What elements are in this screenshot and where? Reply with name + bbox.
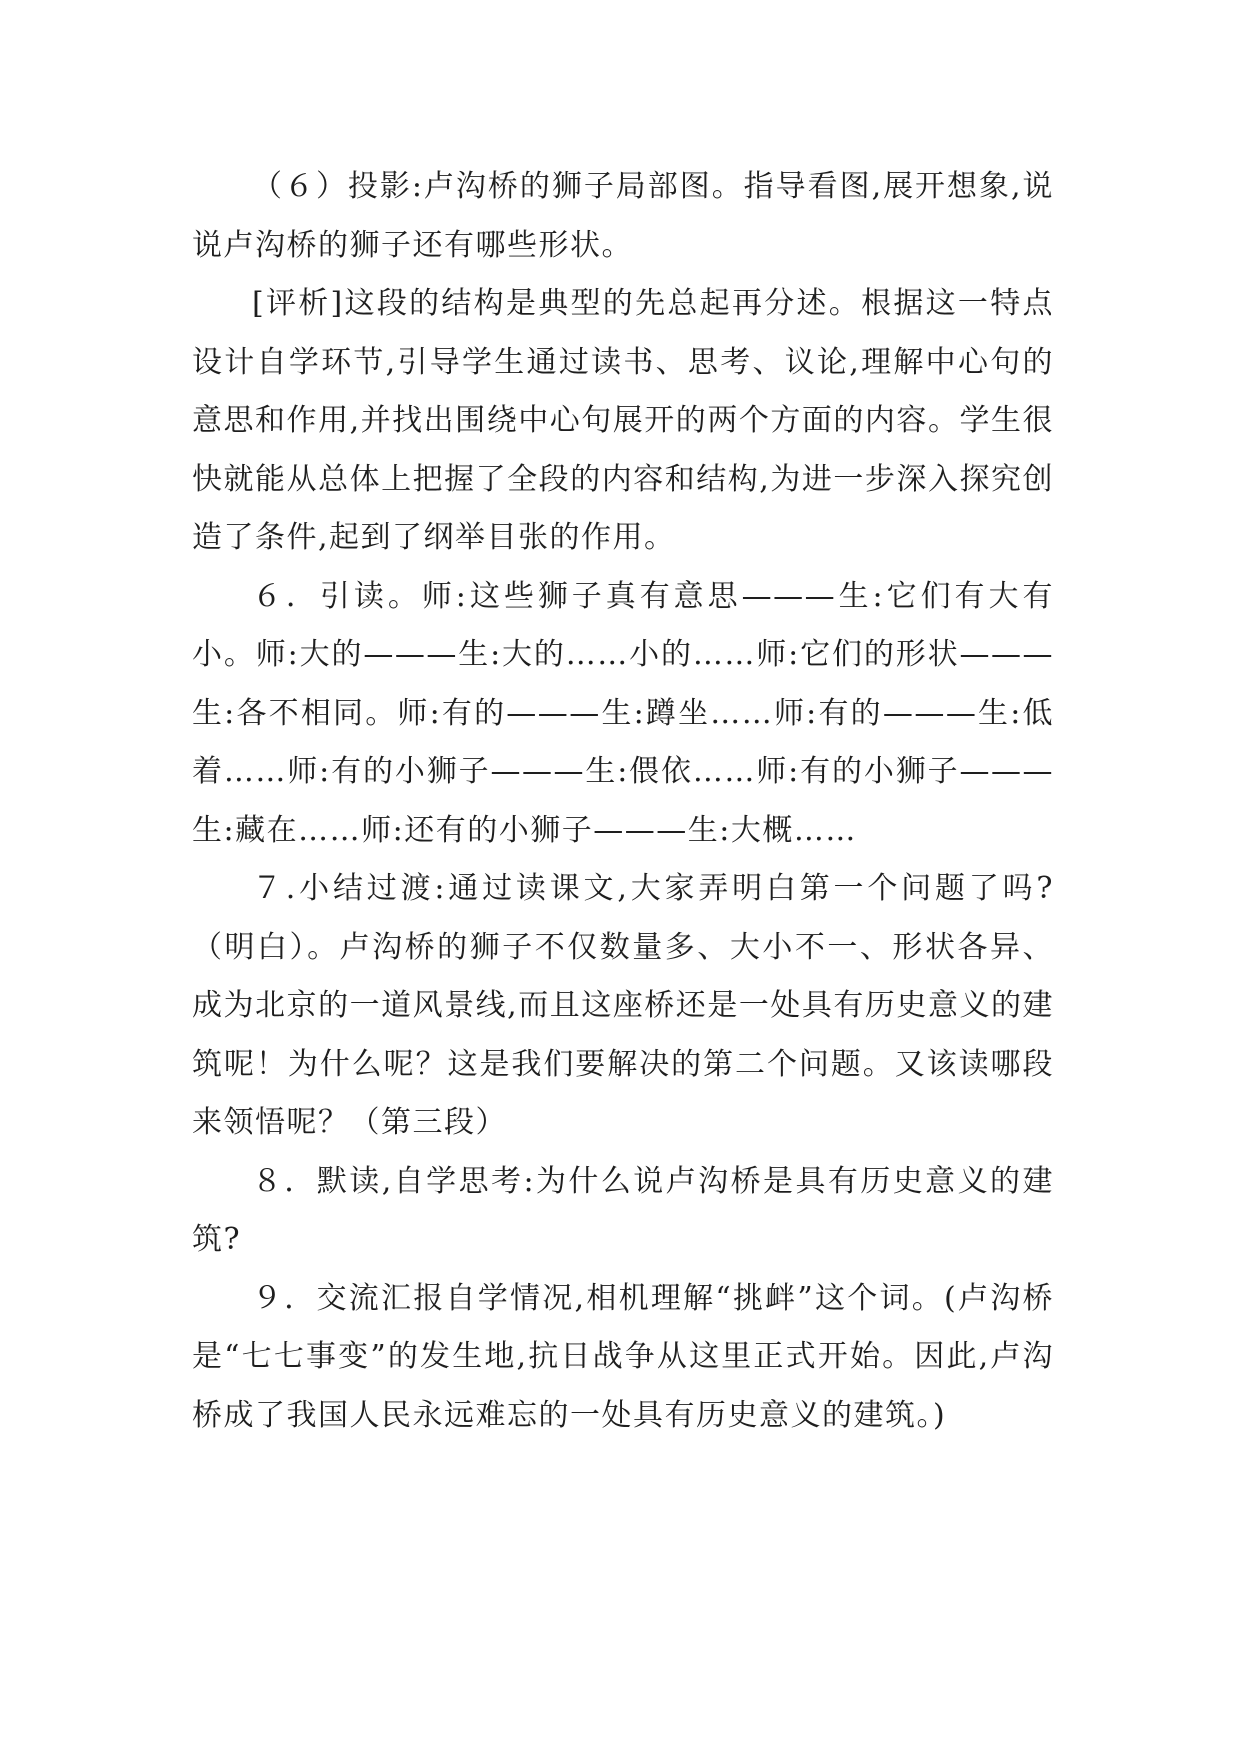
paragraph-summary-transition: ７.小结过渡:通过读课文,大家弄明白第一个问题了吗?（明白）。卢沟桥的狮子不仅数量多、大小不一、形状各异、成为北京的一道风景线,而且这座桥还是一处具有历史意义的建筑呢！为什么呢？这是我们要解决的第二个问题。又该读哪段来领悟呢？（第三段） [192, 871, 1054, 1140]
paragraph-guided-reading: ６．引读。师:这些狮子真有意思———生:它们有大有小。师:大的———生:大的……小的……师:它们的形状———生:各不相同。师:有的———生:蹲坐……师:有的———生:低着……师:有的小狮子———生:偎依……师:有的小狮子———生:藏在……师:还有的小狮子———生:大概…… [192, 578, 1054, 848]
paragraph-report: ９．交流汇报自学情况,相机理解“挑衅”这个词。(卢沟桥是“七七事变”的发生地,抗日战争从这里正式开始。因此,卢沟桥成了我国人民永远难忘的一处具有历史意义的建筑。) [192, 1280, 1054, 1433]
paragraph-silent-reading: ８．默读,自学思考:为什么说卢沟桥是具有历史意义的建筑? [192, 1163, 1054, 1257]
paragraph-commentary: [评析]这段的结构是典型的先总起再分述。根据这一特点设计自学环节,引导学生通过读书、思考、议论,理解中心句的意思和作用,并找出围绕中心句展开的两个方面的内容。学生很快就能从总体上把握了全段的内容和结构,为进一步深入探究创造了条件,起到了纲举目张的作用。 [192, 286, 1054, 555]
paragraph-projection: （６）投影:卢沟桥的狮子局部图。指导看图,展开想象,说说卢沟桥的狮子还有哪些形状。 [192, 169, 1054, 263]
body-text [192, 158, 1054, 1445]
